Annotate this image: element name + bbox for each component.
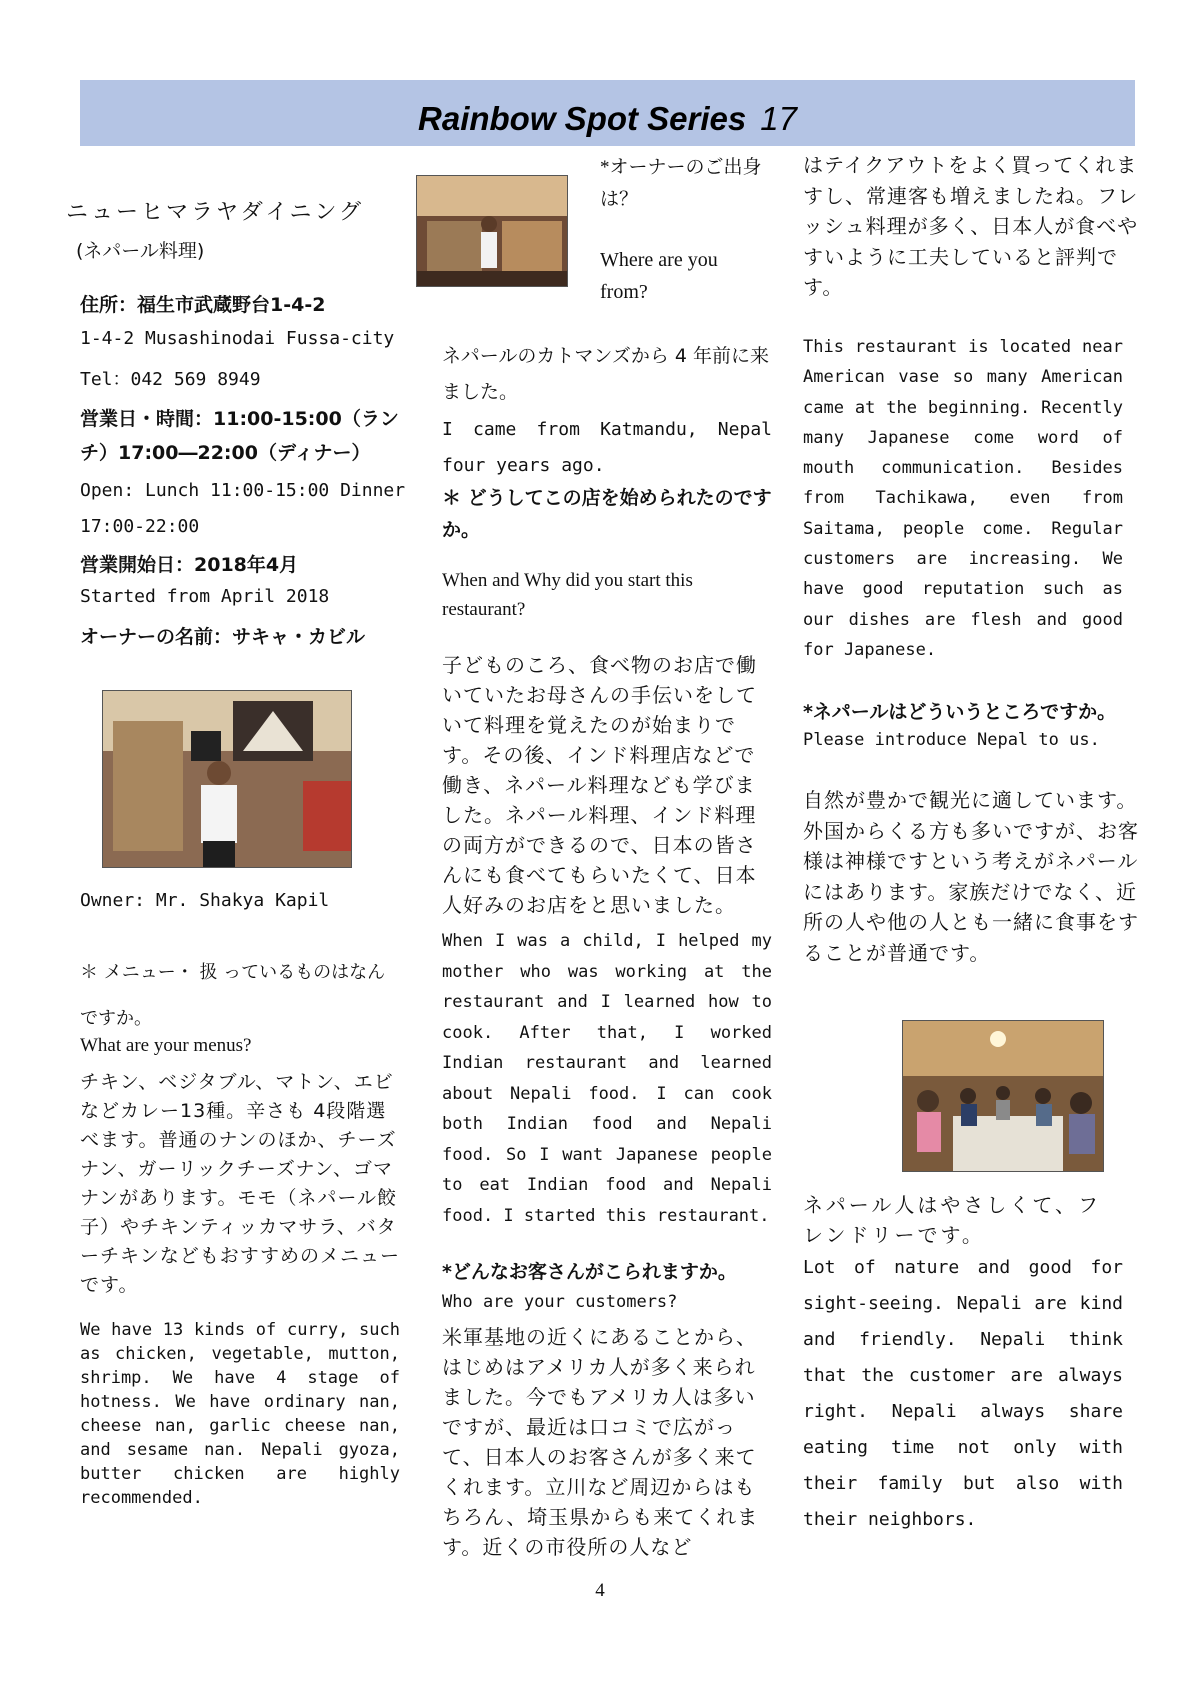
origin-question-jp: *オーナーのご出身は？ [600, 157, 762, 210]
nepal-answer-jp: 自然が豊かで観光に適しています。外国からくる方も多いですが、お客様は神様ですという考えがネパールにはあります。家族だけでなく、近所の人や他の人とも一緒に食事をすることが普通です。 [803, 788, 1139, 965]
hours-jp: 営業日・時間：11:00-15:00（ランチ）17:00―22:00（ディナー） [80, 408, 399, 464]
owner-photo [102, 690, 352, 868]
customers-group-photo [902, 1020, 1104, 1172]
why-answer-en: When I was a child, I helped my mother who was working at the restaurant and I learned how to cook. After that, I worked Indian restaurant and learned about Nepali food. I can cook both Indian food and Nepali food. So I want Japanese people to eat Indian food and Nepali food. I started this restaurant. [442, 931, 772, 1226]
origin-answer-en: I came from Katmandu, Nepal four years ago. [442, 419, 772, 476]
customers-answer-jp: 米軍基地の近くにあることから、はじめはアメリカ人が多く来られました。今でもアメリカ人は多いですが、最近は口コミで広がって、日本人のお客さんが多く来てくれます。立川など周辺からはもちろん、埼玉県からも来てくれます。近くの市役所の人など [442, 1325, 759, 1559]
origin-question-en: Where are you from? [600, 249, 718, 303]
start-date-jp: 営業開始日：2018年4月 [80, 554, 299, 576]
nepali-people-en: Lot of nature and good for sight-seeing. Nepali are kind and friendly. Nepali think that the customer are always right. Nepali always share eating time not only with their family but also with their neighbors. [803, 1257, 1123, 1530]
customers-answer-jp-continued: はテイクアウトをよく買ってくれますし、常連客も増えましたね。フレッシュ料理が多く、日本人が食べやすいように工夫していると評判です。 [803, 153, 1139, 299]
address-jp: 住所：福生市武蔵野台1-4-2 [80, 294, 326, 316]
customers-question-jp: *どんなお客さんがこられますか。 [442, 1261, 737, 1283]
menu-question-jp: ＊ メニュー・ 扱 っているものはなんですか。 [80, 962, 386, 1029]
hours-en: Open: Lunch 11:00-15:00 Dinner 17:00-22:00 [80, 480, 406, 537]
customers-question-en: Who are your customers? [442, 1292, 678, 1312]
series-title-text: Rainbow Spot Series [418, 100, 747, 137]
why-question-en: When and Why did you start this restaurant? [442, 570, 693, 620]
owner-name-jp: オーナーの名前：サキャ・カビル [80, 626, 366, 648]
nepal-question-en: Please introduce Nepal to us. [803, 730, 1100, 750]
menu-answer-en: We have 13 kinds of curry, such as chicken, vegetable, mutton, shrimp. We have 4 stage of hotness. We have ordinary nan, cheese nan, garlic cheese nan, and sesame nan. Nepali gyoza, butter chicken are highly recommended. [80, 1320, 400, 1508]
series-number: 17 [760, 100, 797, 137]
nepali-people-jp: ネパール人はやさしくて、フレンドリーです。 [803, 1193, 1101, 1247]
page-number: 4 [595, 1580, 605, 1601]
restaurant-counter-photo [416, 175, 568, 287]
nepal-question-jp: *ネパールはどういうところですか。 [803, 701, 1117, 723]
menu-answer-jp: チキン、ベジタブル、マトン、エビなどカレー13種。辛さも 4段階選べます。普通のナンのほか、チーズナン、ガーリックチーズナン、ゴマナンがあります。モモ（ネパール餃子）やチキンティッカマサラ、バターチキンなどもおすすめのメニューです。 [80, 1071, 401, 1296]
address-en: 1-4-2 Musashinodai Fussa-city [80, 328, 395, 349]
telephone: Tel：042 569 8949 [80, 369, 261, 390]
series-title [0, 100, 1200, 138]
why-answer-jp: 子どものころ、食べ物のお店で働いていたお母さんの手伝いをしていて料理を覚えたのが始まりです。その後、インド料理店などで働き、ネパール料理なども学びました。ネパール料理、インド料理の両方ができるので、日本の皆さんにも食べてもらいたくて、日本人好みのお店をと思いました。 [442, 653, 757, 917]
start-date-en: Started from April 2018 [80, 586, 330, 607]
menu-question-en: What are your menus? [80, 1035, 252, 1056]
customers-answer-en: This restaurant is located near American vase so many American came at the beginning. Recently many Japanese come word of mouth communication. Besides from Tachikawa, even from Saitama, people come. Regular customers are increasing. We have good reputation such as our dishes are flesh and good for Japanese. [803, 337, 1123, 660]
restaurant-name: ニューヒマラヤダイニング [66, 200, 365, 225]
owner-caption: Owner: Mr. Shakya Kapil [80, 890, 330, 911]
origin-answer-jp: ネパールのカトマンズから 4 年前に来ました。 [442, 345, 770, 403]
cuisine-type: (ネパール料理) [76, 240, 205, 262]
why-question-jp: ＊ どうしてこの店を始められたのですか。 [442, 487, 772, 541]
